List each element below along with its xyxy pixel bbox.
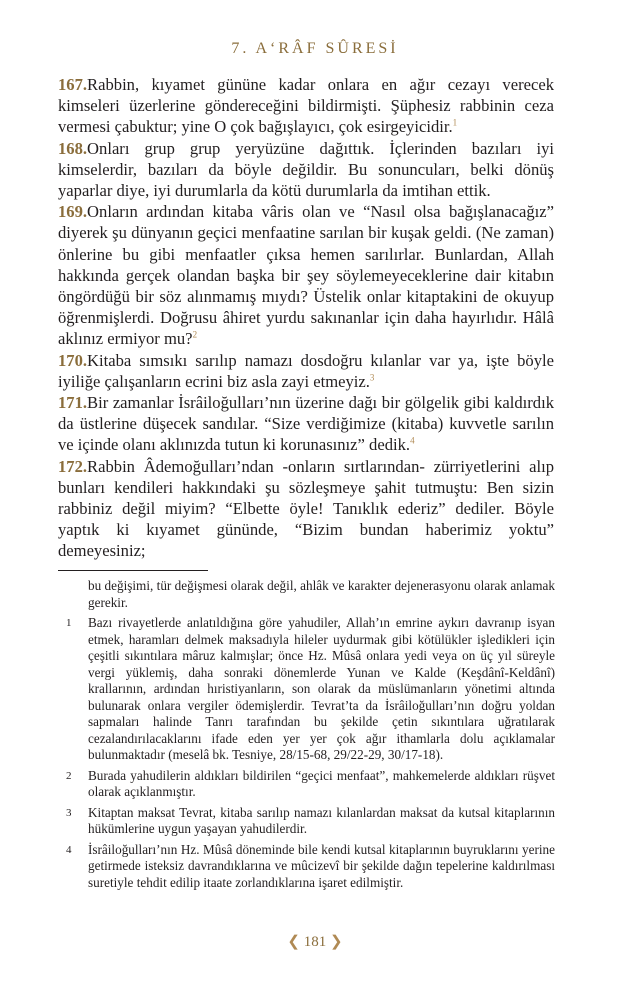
verse-number: 172. — [58, 456, 88, 476]
verse-167 — [58, 74, 554, 138]
footnotes — [58, 578, 555, 895]
verse-168 — [58, 138, 554, 202]
footnote-number: 2 — [66, 769, 72, 782]
footnote-continuation — [58, 578, 555, 611]
verse-text: Bir zamanlar İsrâiloğulları’nın üzerine dağı bir gölgelik gibi kaldırdık da üstlerine düşecek sandılar. “Size verdiğimize (kitaba) kuvvetle sarılın ve içinde olanı aklınızda tutun ki korunasınız” dedik. — [58, 393, 554, 455]
footnote-text: Kitaptan maksat Tevrat, kitaba sarılıp namazı kılanlardan maksat da kutsal kitaplarının hükümlerine uygun yaşayan yahudilerdir. — [88, 804, 555, 836]
footnote-ref[interactable]: 4 — [410, 435, 415, 446]
footnote-2 — [58, 768, 555, 801]
verse-text: Onları grup grup yeryüzüne dağıttık. İçlerinden bazıları iyi kimselerdir, bazıları da böyle değildir. Bu sonuncuları, belki dönüş yaparlar diye, iyi durumlarla da kötü durumlarla da imtihan ettik. — [58, 138, 554, 201]
footnote-text: Burada yahudilerin aldıkları bildirilen “geçici menfaat”, mahkemelerde aldıkları rüşvet olarak açıklanmıştır. — [88, 767, 555, 799]
footnote-number: 3 — [66, 806, 72, 819]
verse-171 — [58, 392, 554, 456]
footnote-number: 1 — [66, 617, 72, 629]
page-number — [0, 932, 630, 951]
footnote-ref[interactable]: 1 — [452, 117, 458, 128]
footnote-ref[interactable]: 2 — [192, 329, 198, 340]
verse-170 — [58, 350, 554, 392]
verse-172 — [58, 456, 554, 562]
verse-text: Onların ardından kitaba vâris olan ve “Nasıl olsa bağışlanacağız” diyerek şu dünyanın geçici menfaatine sarılan bir kuşak geldi. (Ne zaman) önlerine bu gibi menfaatler çıksa hemen sarılırlar. Bunlardan, Allah hakkında gerçek olandan başka bir şey söylemeyeceklerine dair kitabın öngördüğü bir söz alınmamış mıydı? Üstelik onlar kitaptakini de okuyup öğrenmişlerdi. Doğrusu âhiret yurdu sakınanlar için daha hayırlıdır. Hâlâ aklınız ermiyor mu? — [58, 202, 554, 349]
running-head: 7. A‘RÂF SÛRESİ — [231, 40, 399, 57]
main-text — [58, 74, 554, 562]
left-ornament-icon: ❮ — [287, 934, 300, 950]
footnote-separator — [58, 570, 208, 571]
footnote-4 — [58, 842, 555, 892]
right-ornament-icon: ❯ — [330, 934, 343, 950]
verse-text: Rabbin Âdemoğulları’ndan -onların sırtlarından- zürriyetlerini alıp bunları kendileri hakkındaki şu sözleşmeye şahit tutmuştu: Ben sizin rabbiniz değil miyim? “Elbette öyle! Tanıklık ederiz” dediler. Böyle yaptık ki kıyamet gününde, “Bizim bundan haberimiz yoktu” demeyesiniz; — [58, 456, 554, 561]
footnote-1 — [58, 615, 555, 764]
verse-number: 170. — [58, 350, 88, 370]
verse-number: 168. — [58, 138, 88, 158]
verse-169 — [58, 201, 554, 349]
verse-number: 171. — [58, 393, 88, 413]
footnote-3 — [58, 805, 555, 838]
verse-number: 169. — [58, 202, 88, 222]
verse-text: Rabbin, kıyamet gününe kadar onlara en ağır cezayı verecek kimseleri üzerlerine göndereceğini bildirmişti. Şüphesiz rabbinin ceza vermesi çabuktur; yine O çok bağışlayıcı, çok esirgeyicidir. — [58, 75, 554, 137]
footnote-text: bu değişimi, tür değişmesi olarak değil, ahlâk ve karakter dejenerasyonu olarak anlamak gerekir. — [88, 578, 555, 610]
verse-number: 167. — [58, 75, 88, 94]
footnote-number: 4 — [66, 843, 72, 856]
footnote-ref[interactable]: 3 — [369, 372, 375, 383]
footnote-text: Bazı rivayetlerde anlatıldığına göre yahudiler, Allah’ın emrine aykırı davranıp isyan etmek, haramları delmek maksadıyla hileler uydurmak gibi kötülükler işledikleri için çeşitli sıkıntılara mâruz kalmışlar; önce Hz. Mûsâ onlara yedi veya on üç yıl süreyle vergi yüklemiş, daha sonraki dönemlerde Yunan ve Kalde (Keşdânî-Keldânî) krallarının, ardından hıristiyanların, son olarak da müslümanların yönetimi altında bulunarak onlara vergiler ödemişlerdir. Tevrat’ta da İsrâiloğulları’nın doğru yoldan sapmaları halinde Tanrı tarafından bu şekilde çetin sıkıntılara uğratılarak cezalandırılacaklarını ifade eden yer yer çok ağır ithamlarla dolu açıklamalar bulunmaktadır (meselâ bk. Tesniye, 28/15-68, 29/22-29, 30/17-18). — [88, 615, 555, 762]
footnote-text: İsrâiloğulları’nın Hz. Mûsâ döneminde bile kendi kutsal kitaplarının buyruklarını yerine getirmede isteksiz davrandıklarına ve mûcizevî bir şekilde dağın tepelerine kaldırılması suretiyle tehdit edilip itaate zorlandıklarına işaret edilmiştir. — [88, 841, 555, 890]
verse-text: Kitaba sımsıkı sarılıp namazı dosdoğru kılanlar var ya, işte böyle iyiliğe çalışanların ecrini biz asla zayi etmeyiz. — [58, 350, 554, 391]
page-number-value: 181 — [303, 934, 327, 950]
